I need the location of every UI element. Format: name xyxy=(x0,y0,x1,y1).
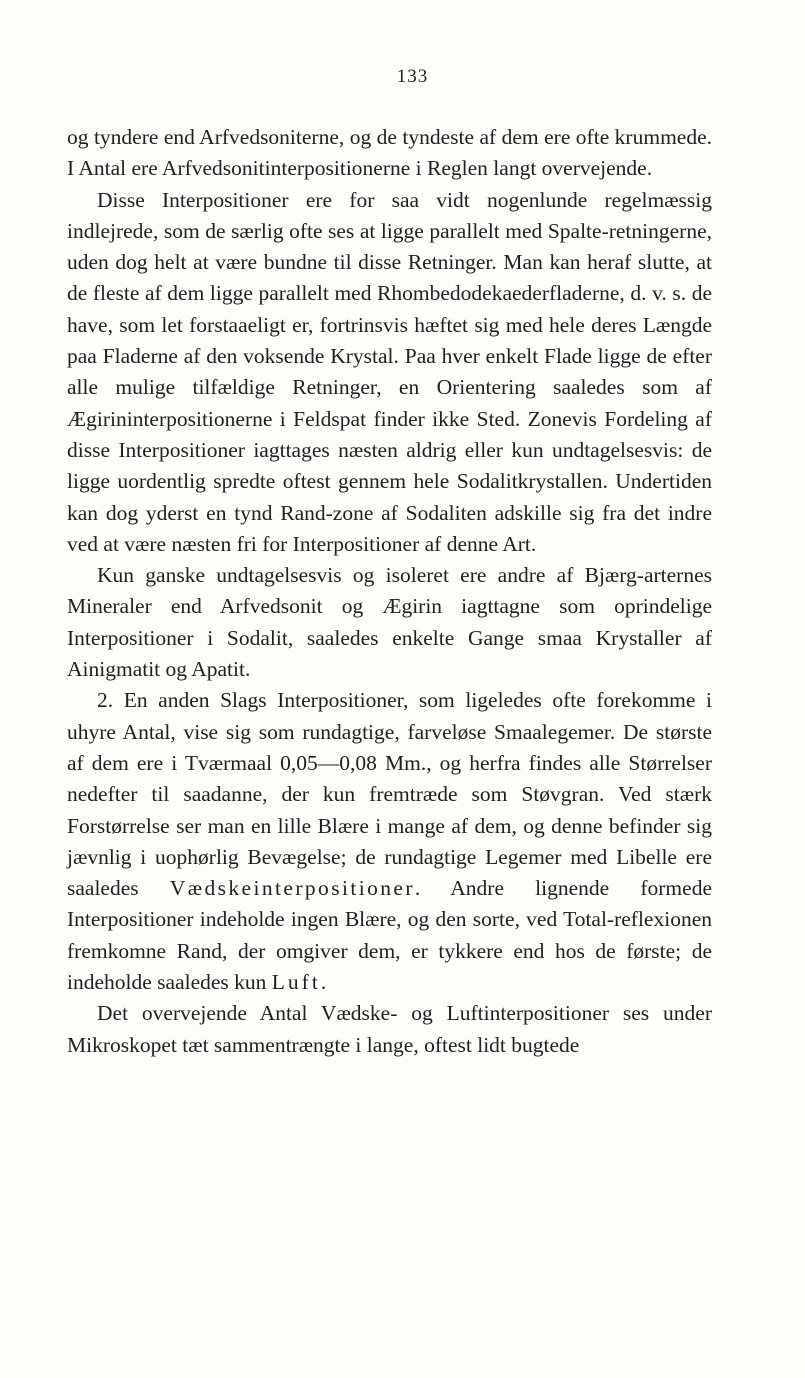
paragraph-4 xyxy=(67,685,712,998)
paragraph-4-text-before: 2. En anden Slags Interpositioner, som ligeledes ofte forekomme i uhyre Antal, vise sig som rundagtige, farveløse Smaalegemer. De største af dem ere i Tværmaal 0,05—0,08 Mm., og herfra findes alle Størrelser nedefter til saadanne, der kun fremtræde som Støvgran. Ved stærk Forstørrelse ser man en lille Blære i mange af dem, og denne befinder sig jævnlig i uophørlig Bevægelse; de rundagtige Legemer med Libelle ere saaledes xyxy=(67,688,712,901)
page-number: 133 xyxy=(396,66,429,87)
paragraph-3: Kun ganske undtagelsesvis og isoleret ere andre af Bjærg-arternes Mineraler end Arfvedsonit og Ægirin iagttagne som oprindelige Interpositioner i Sodalit, saaledes enkelte Gange smaa Krystaller af Ainigmatit og Apatit. xyxy=(67,563,712,682)
paragraph-2: Disse Interpositioner ere for saa vidt nogenlunde regelmæssig indlejrede, som de særlig ofte ses at ligge parallelt med Spalte-retningerne, uden dog helt at være bundne til disse Retninger. Man kan heraf slutte, at de fleste af dem ligge parallelt med Rhombedodekaederfladerne, d. v. s. de have, som let forstaaeligt er, fortrinsvis hæftet sig med hele deres Længde paa Fladerne af den voksende Krystal. Paa hver enkelt Flade ligge de efter alle mulige tilfældige Retninger, en Orientering saaledes som af Ægirininterpositionerne i Feldspat finder ikke Sted. Zonevis Fordeling af disse Interpositioner iagttages næsten aldrig eller kun undtagelsesvis: de ligge uordentlig spredte oftest gennem hele Sodalitkrystallen. Undertiden kan dog yderst en tynd Rand-zone af Sodaliten adskille sig fra det indre ved at være næsten fri for Interpositioner af denne Art. xyxy=(67,187,712,556)
paragraph-4-text-middle: . Andre lignende formede Interpositioner indeholde ingen Blære, og den sorte, ved Total-reflexionen fremkomne Rand, der omgiver dem, er tykkere end hos de første; de indeholde saaledes kun xyxy=(67,876,712,995)
body-text xyxy=(67,122,712,1061)
paragraph-4-text-after: . xyxy=(320,970,327,995)
spaced-term-fluid-inclusions: Vædskeinterpositioner xyxy=(169,876,415,901)
spaced-term-air: Luft xyxy=(271,970,321,995)
paragraph-1: og tyndere end Arfvedsoniterne, og de tyndeste af dem ere ofte krummede. I Antal ere Arfvedsonitinterpositionerne i Reglen langt overvejende. xyxy=(67,125,712,181)
paragraph-5: Det overvejende Antal Vædske- og Luftinterpositioner ses under Mikroskopet tæt sammentrængte i lange, oftest lidt bugtede xyxy=(67,1001,712,1057)
